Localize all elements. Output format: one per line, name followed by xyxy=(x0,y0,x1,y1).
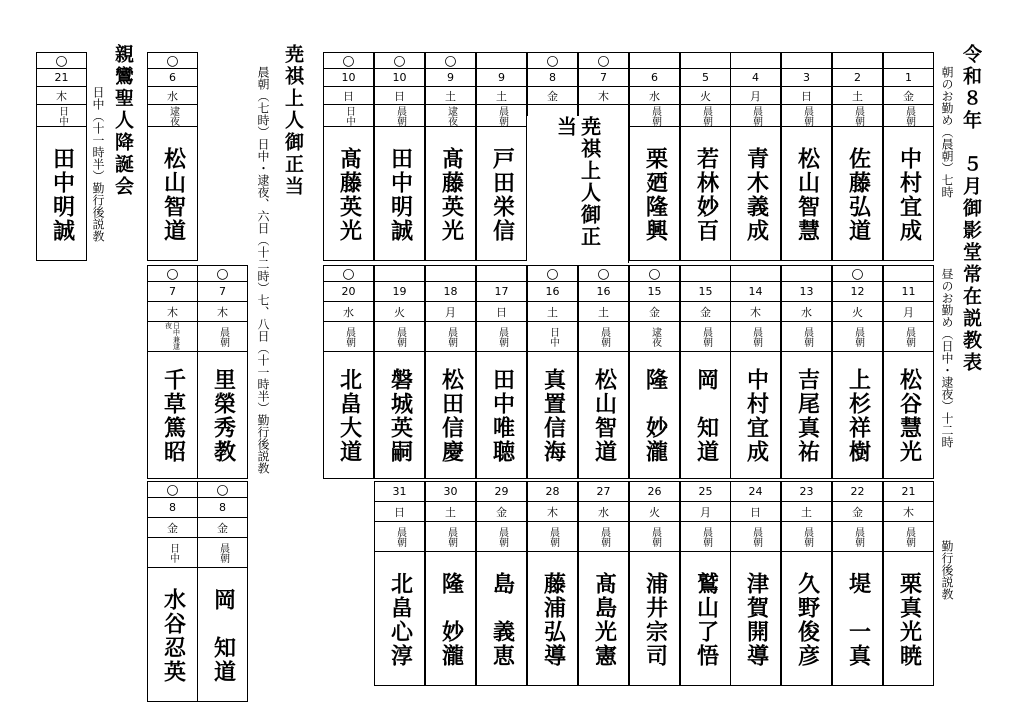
day-9-9-day: 9 xyxy=(447,71,454,84)
day-17-8-wd: 日 xyxy=(496,305,507,319)
day-16-6-name: 松山智道 xyxy=(591,368,617,464)
day-21-0-wd: 木 xyxy=(903,505,914,519)
day-26-5-time: 晨朝 xyxy=(649,526,661,547)
gyoki-8b-name: 水谷忍英 xyxy=(160,587,186,684)
day-23-2-column xyxy=(781,481,832,686)
day-20-11-day: 20 xyxy=(341,285,356,298)
shinran-21-day: 21 xyxy=(54,71,69,84)
day-15-5-name: 隆 妙瀧 xyxy=(642,368,668,464)
day-30-9-column xyxy=(425,481,476,686)
day-7-6-wd: 木 xyxy=(598,89,609,103)
day-9-8-day: 9 xyxy=(498,71,505,84)
day-18-9-time: 晨朝 xyxy=(445,326,457,347)
day-23-2-time: 晨朝 xyxy=(801,526,813,547)
day-11-0-day: 11 xyxy=(901,285,916,298)
day-24-3-time: 晨朝 xyxy=(750,526,762,547)
day-19-10-name: 磐城英嗣 xyxy=(387,368,413,464)
gyoki-7a-mark: ○ xyxy=(216,265,229,282)
day-9-9-column xyxy=(425,52,476,261)
day-29-8-day: 29 xyxy=(494,485,509,498)
day-22-1-day: 22 xyxy=(850,485,865,498)
day-12-1-time: 晨朝 xyxy=(852,326,864,347)
day-28-7-column xyxy=(527,481,578,686)
day-14-3-wd: 木 xyxy=(750,305,761,319)
day-29-8-column xyxy=(476,481,527,686)
day-13-2-day: 13 xyxy=(799,285,814,298)
day-4-3-name: 青木義成 xyxy=(743,146,769,243)
day-26-5-name: 浦井宗司 xyxy=(642,571,668,668)
day-16-6-day: 16 xyxy=(596,285,611,298)
day-27-6-wd: 水 xyxy=(598,505,609,519)
gyoki-8a-mark: ○ xyxy=(216,481,229,498)
day-1-0-day: 1 xyxy=(905,71,912,84)
day-17-8-column xyxy=(476,265,527,479)
day-12-1-mark: ○ xyxy=(851,265,864,282)
day-31-10-column xyxy=(374,481,425,686)
day-9-9-name: 髙藤英光 xyxy=(438,146,464,243)
day-15-5-time: 逮夜 xyxy=(649,326,661,347)
day-10-11-name: 髙藤英光 xyxy=(336,146,362,243)
day-15-5-day: 15 xyxy=(647,285,662,298)
day-10-10-mark: ○ xyxy=(393,52,406,69)
day-25-4-time: 晨朝 xyxy=(700,526,712,547)
day-12-1-day: 12 xyxy=(850,285,865,298)
shinran-21-column xyxy=(36,52,87,261)
day-26-5-column xyxy=(629,481,680,686)
day-10-10-column xyxy=(374,52,425,261)
day-15-4-wd: 金 xyxy=(700,305,711,319)
day-20-11-time: 晨朝 xyxy=(343,326,355,347)
day-15-5-wd: 金 xyxy=(649,305,660,319)
day-15-4-name: 岡 知道 xyxy=(693,368,719,464)
day-6-5-day: 6 xyxy=(651,71,658,84)
day-29-8-wd: 金 xyxy=(496,505,507,519)
day-9-8-name: 戸田栄信 xyxy=(489,146,515,243)
gyoki-8a-wd: 金 xyxy=(217,521,228,535)
gyoki-8a-time: 晨朝 xyxy=(217,542,229,563)
day-17-8-name: 田中唯聴 xyxy=(489,368,515,464)
day-8-7-day: 8 xyxy=(549,71,556,84)
day-29-8-name: 島 義恵 xyxy=(489,571,515,668)
gyoki-6-time: 逮夜 xyxy=(167,105,179,126)
day-30-9-day: 30 xyxy=(443,485,458,498)
note-morning: 朝のお勤め（晨朝）七時 xyxy=(940,66,954,198)
day-4-3-day: 4 xyxy=(752,71,759,84)
shinran-schedule: 日中（十一時半）勤行後説教 xyxy=(91,86,105,242)
day-31-10-time: 晨朝 xyxy=(394,526,406,547)
gyoki-8b-time: 日中 xyxy=(167,542,179,563)
day-24-3-day: 24 xyxy=(748,485,763,498)
day-9-9-time: 逮夜 xyxy=(445,105,457,126)
gyoki-title: 尭祺上人御正当 xyxy=(282,44,304,198)
day-13-2-column xyxy=(781,265,832,479)
day-10-11-time: 日中 xyxy=(343,105,355,126)
day-14-3-name: 中村宜成 xyxy=(743,368,769,464)
day-25-4-day: 25 xyxy=(698,485,713,498)
day-23-2-wd: 土 xyxy=(801,505,812,519)
day-13-2-wd: 水 xyxy=(801,305,812,319)
day-22-1-name: 堤 一真 xyxy=(845,571,871,668)
day-13-2-time: 晨朝 xyxy=(801,326,813,347)
day-19-10-wd: 火 xyxy=(394,305,405,319)
day-6-5-wd: 水 xyxy=(649,89,660,103)
shinran-21-mark: ○ xyxy=(55,52,68,69)
day-19-10-time: 晨朝 xyxy=(394,326,406,347)
gyoki-6-wd: 水 xyxy=(167,89,178,103)
gyoki-7b-day: 7 xyxy=(169,285,176,298)
day-25-4-column xyxy=(680,481,731,686)
day-2-1-day: 2 xyxy=(854,71,861,84)
day-28-7-name: 藤浦弘導 xyxy=(540,571,566,668)
gyoki-8a-day: 8 xyxy=(219,501,226,514)
day-19-10-day: 19 xyxy=(392,285,407,298)
gyoki-8b-column xyxy=(147,481,198,702)
day-10-11-column xyxy=(323,52,374,261)
day-20-11-wd: 水 xyxy=(343,305,354,319)
day-10-10-wd: 日 xyxy=(394,89,405,103)
day-15-4-day: 15 xyxy=(698,285,713,298)
day-11-0-column xyxy=(883,265,934,479)
day-2-1-time: 晨朝 xyxy=(852,105,864,126)
gyoki-7b-wd: 木 xyxy=(167,305,178,319)
day-10-10-name: 田中明誠 xyxy=(387,146,413,243)
day-13-2-name: 吉尾真祐 xyxy=(794,368,820,464)
day-1-0-column xyxy=(883,52,934,261)
gyoki-7a-time: 晨朝 xyxy=(217,326,229,347)
day-27-6-column xyxy=(578,481,629,686)
gyoki-8b-mark: ○ xyxy=(166,481,179,498)
day-6-5-name: 栗廼隆興 xyxy=(642,146,668,243)
day-18-9-column xyxy=(425,265,476,479)
day-28-7-day: 28 xyxy=(545,485,560,498)
day-22-1-wd: 金 xyxy=(852,505,863,519)
gyoki-7a-wd: 木 xyxy=(217,305,228,319)
note-sermon: 勤行後説教 xyxy=(940,540,954,600)
day-24-3-column xyxy=(730,481,781,686)
day-19-10-column xyxy=(374,265,425,479)
day-1-0-name: 中村宜成 xyxy=(896,146,922,243)
gyoki-7a-day: 7 xyxy=(219,285,226,298)
day-30-9-time: 晨朝 xyxy=(445,526,457,547)
day-1-0-wd: 金 xyxy=(903,89,914,103)
day-10-11-mark: ○ xyxy=(342,52,355,69)
day-5-4-name: 若林妙百 xyxy=(693,146,719,243)
day-5-4-column xyxy=(680,52,731,261)
day-6-5-column xyxy=(629,52,680,261)
day-9-9-mark: ○ xyxy=(444,52,457,69)
day-7-6-day: 7 xyxy=(600,71,607,84)
gyoki-8a-column xyxy=(197,481,248,702)
day-22-1-time: 晨朝 xyxy=(852,526,864,547)
merged-gyoki-label xyxy=(527,116,629,263)
shinran-21-name: 田中明誠 xyxy=(49,146,75,243)
day-10-11-wd: 日 xyxy=(343,89,354,103)
day-15-4-column xyxy=(680,265,731,479)
day-10-10-day: 10 xyxy=(392,71,407,84)
day-4-3-column xyxy=(730,52,781,261)
day-9-8-column xyxy=(476,52,527,261)
day-16-7-mark: ○ xyxy=(546,265,559,282)
day-16-6-column xyxy=(578,265,629,479)
day-2-1-column xyxy=(832,52,883,261)
day-17-8-day: 17 xyxy=(494,285,509,298)
day-12-1-wd: 火 xyxy=(852,305,863,319)
day-26-5-day: 26 xyxy=(647,485,662,498)
day-31-10-name: 北畠心淳 xyxy=(387,571,413,668)
day-15-5-mark: ○ xyxy=(648,265,661,282)
day-21-0-day: 21 xyxy=(901,485,916,498)
gyoki-7b-name: 千草篤昭 xyxy=(160,368,186,464)
day-25-4-name: 鷲山了悟 xyxy=(693,571,719,668)
day-12-1-name: 上杉祥樹 xyxy=(845,368,871,464)
gyoki-6-day: 6 xyxy=(169,71,176,84)
day-4-3-wd: 月 xyxy=(750,89,761,103)
day-14-3-column xyxy=(730,265,781,479)
day-16-7-column xyxy=(527,265,578,479)
day-11-0-time: 晨朝 xyxy=(903,326,915,347)
day-30-9-wd: 土 xyxy=(445,505,456,519)
gyoki-7b-column xyxy=(147,265,198,479)
day-30-9-name: 隆 妙瀧 xyxy=(438,571,464,668)
day-27-6-day: 27 xyxy=(596,485,611,498)
day-16-7-name: 真置信海 xyxy=(540,368,566,464)
day-6-5-time: 晨朝 xyxy=(649,105,661,126)
day-16-6-mark: ○ xyxy=(597,265,610,282)
day-11-0-wd: 月 xyxy=(903,305,914,319)
day-18-9-day: 18 xyxy=(443,285,458,298)
merged-gyoki-text: 尭祺上人御正当 xyxy=(553,116,602,248)
day-5-4-time: 晨朝 xyxy=(700,105,712,126)
day-4-3-time: 晨朝 xyxy=(750,105,762,126)
note-noon: 昼のお勤め（日中・逮夜）十二時 xyxy=(940,268,954,448)
day-5-4-wd: 火 xyxy=(700,89,711,103)
day-3-2-time: 晨朝 xyxy=(801,105,813,126)
day-25-4-wd: 月 xyxy=(700,505,711,519)
day-27-6-name: 髙島光憲 xyxy=(591,571,617,668)
gyoki-6-name: 松山智道 xyxy=(160,146,186,243)
day-16-6-wd: 土 xyxy=(598,305,609,319)
day-14-3-time: 晨朝 xyxy=(750,326,762,347)
day-11-0-name: 松谷慧光 xyxy=(896,368,922,464)
day-10-11-day: 10 xyxy=(341,71,356,84)
day-20-11-mark: ○ xyxy=(342,265,355,282)
gyoki-7b-time: 日中兼逮夜 xyxy=(164,322,181,350)
day-31-10-day: 31 xyxy=(392,485,407,498)
gyoki-7b-mark: ○ xyxy=(166,265,179,282)
day-24-3-wd: 日 xyxy=(750,505,761,519)
day-8-7-wd: 金 xyxy=(547,89,558,103)
shinran-title: 親鸞聖人降誕会 xyxy=(112,44,134,198)
day-16-7-time: 日中 xyxy=(547,326,559,347)
day-1-0-time: 晨朝 xyxy=(903,105,915,126)
gyoki-8b-wd: 金 xyxy=(167,521,178,535)
gyoki-8b-day: 8 xyxy=(169,501,176,514)
day-9-8-time: 晨朝 xyxy=(496,105,508,126)
gyoki-7a-column xyxy=(197,265,248,479)
day-3-2-name: 松山智慧 xyxy=(794,146,820,243)
day-2-1-wd: 土 xyxy=(852,89,863,103)
day-15-4-time: 晨朝 xyxy=(700,326,712,347)
day-28-7-time: 晨朝 xyxy=(547,526,559,547)
day-16-7-day: 16 xyxy=(545,285,560,298)
day-10-10-time: 晨朝 xyxy=(394,105,406,126)
day-3-2-day: 3 xyxy=(803,71,810,84)
day-16-6-time: 晨朝 xyxy=(598,326,610,347)
day-26-5-wd: 火 xyxy=(649,505,660,519)
day-28-7-wd: 木 xyxy=(547,505,558,519)
day-23-2-day: 23 xyxy=(799,485,814,498)
day-12-1-column xyxy=(832,265,883,479)
day-21-0-name: 栗真光暁 xyxy=(896,571,922,668)
day-3-2-column xyxy=(781,52,832,261)
day-20-11-column xyxy=(323,265,374,479)
shinran-21-wd: 木 xyxy=(56,89,67,103)
day-7-6-mark: ○ xyxy=(597,52,610,69)
shinran-21-time: 日中 xyxy=(56,105,68,126)
day-27-6-time: 晨朝 xyxy=(598,526,610,547)
gyoki-8a-name: 岡 知道 xyxy=(210,587,236,684)
day-31-10-wd: 日 xyxy=(394,505,405,519)
gyoki-6-mark: ○ xyxy=(166,52,179,69)
gyoki-6-column xyxy=(147,52,198,261)
day-24-3-name: 津賀開導 xyxy=(743,571,769,668)
day-5-4-day: 5 xyxy=(702,71,709,84)
gyoki-7a-name: 里榮秀教 xyxy=(210,368,236,464)
day-3-2-wd: 日 xyxy=(801,89,812,103)
page-title: 令和８年 ５月御影堂常在説教表 xyxy=(960,44,982,374)
day-20-11-name: 北畠大道 xyxy=(336,368,362,464)
day-9-8-wd: 土 xyxy=(496,89,507,103)
day-18-9-wd: 月 xyxy=(445,305,456,319)
gyoki-schedule: 晨朝（七時）日中・逮夜、六日（十二時）七、八日（十一時半）勤行後説教 xyxy=(256,66,270,474)
day-16-7-wd: 土 xyxy=(547,305,558,319)
day-21-0-column xyxy=(883,481,934,686)
day-15-5-column xyxy=(629,265,680,479)
day-14-3-day: 14 xyxy=(748,285,763,298)
day-21-0-time: 晨朝 xyxy=(903,526,915,547)
day-23-2-name: 久野俊彦 xyxy=(794,571,820,668)
day-9-9-wd: 土 xyxy=(445,89,456,103)
day-17-8-time: 晨朝 xyxy=(496,326,508,347)
day-29-8-time: 晨朝 xyxy=(496,526,508,547)
day-2-1-name: 佐藤弘道 xyxy=(845,146,871,243)
day-8-7-mark: ○ xyxy=(546,52,559,69)
day-22-1-column xyxy=(832,481,883,686)
day-18-9-name: 松田信慶 xyxy=(438,368,464,464)
